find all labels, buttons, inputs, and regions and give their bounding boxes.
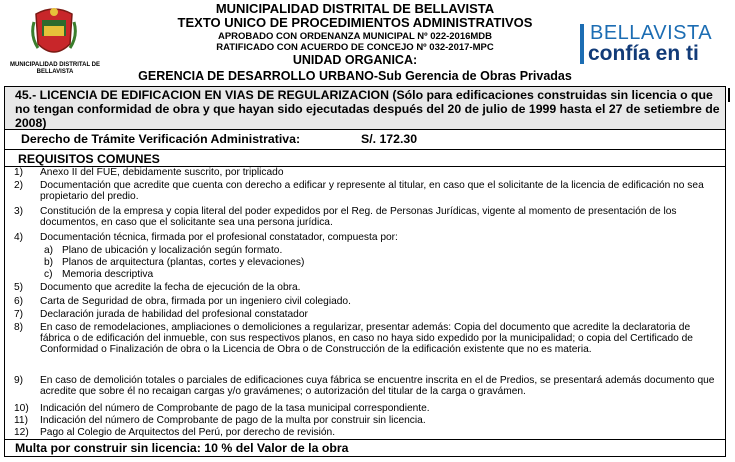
requirements-title: REQUISITOS COMUNES: [18, 152, 160, 166]
fee-amount: S/. 172.30: [361, 132, 418, 146]
brand-name: BELLAVISTA: [590, 22, 713, 44]
unit-name: GERENCIA DE DESARROLLO URBANO-Sub Gerencia de Obras Privadas: [138, 69, 572, 83]
document-title: TEXTO UNICO DE PROCEDIMIENTOS ADMINISTRATIVOS: [177, 15, 533, 30]
fine-footer: [4, 440, 726, 457]
margin-bar: [728, 88, 730, 102]
procedure-title: 45.- LICENCIA DE EDIFICACION EN VIAS DE REGULARIZACION (Sólo para edificaciones construidas sin licencia o que no tengan conformidad de obra y que hayan sido ejecutadas después del 20 de julio de 1999 hasta el 27 de setiembre de 2008): [15, 88, 720, 130]
fine-text: Multa por construir sin licencia: 10 % del Valor de la obra: [15, 441, 349, 455]
brand-slogan: confía en ti: [588, 42, 699, 65]
document-header: [0, 0, 735, 86]
ordinance-line: APROBADO CON ORDENANZA MUNICIPAL Nº 022-2016MDB: [217, 31, 493, 42]
procedure-title-box: [4, 86, 726, 130]
logo-caption: MUNICIPALIDAD DISTRITAL DE BELLAVISTA: [10, 62, 100, 75]
municipal-crest-icon: [30, 4, 78, 62]
fee-row: [4, 130, 726, 150]
unit-label: UNIDAD ORGANICA:: [292, 53, 418, 67]
municipality-title: MUNICIPALIDAD DISTRITAL DE BELLAVISTA: [215, 1, 495, 16]
fee-label: Derecho de Trámite Verificación Administrativa:: [21, 132, 301, 146]
ratification-line: RATIFICADO CON ACUERDO DE CONCEJO Nº 032-2017-MPC: [216, 42, 494, 53]
brand-bar-icon: [580, 24, 584, 64]
